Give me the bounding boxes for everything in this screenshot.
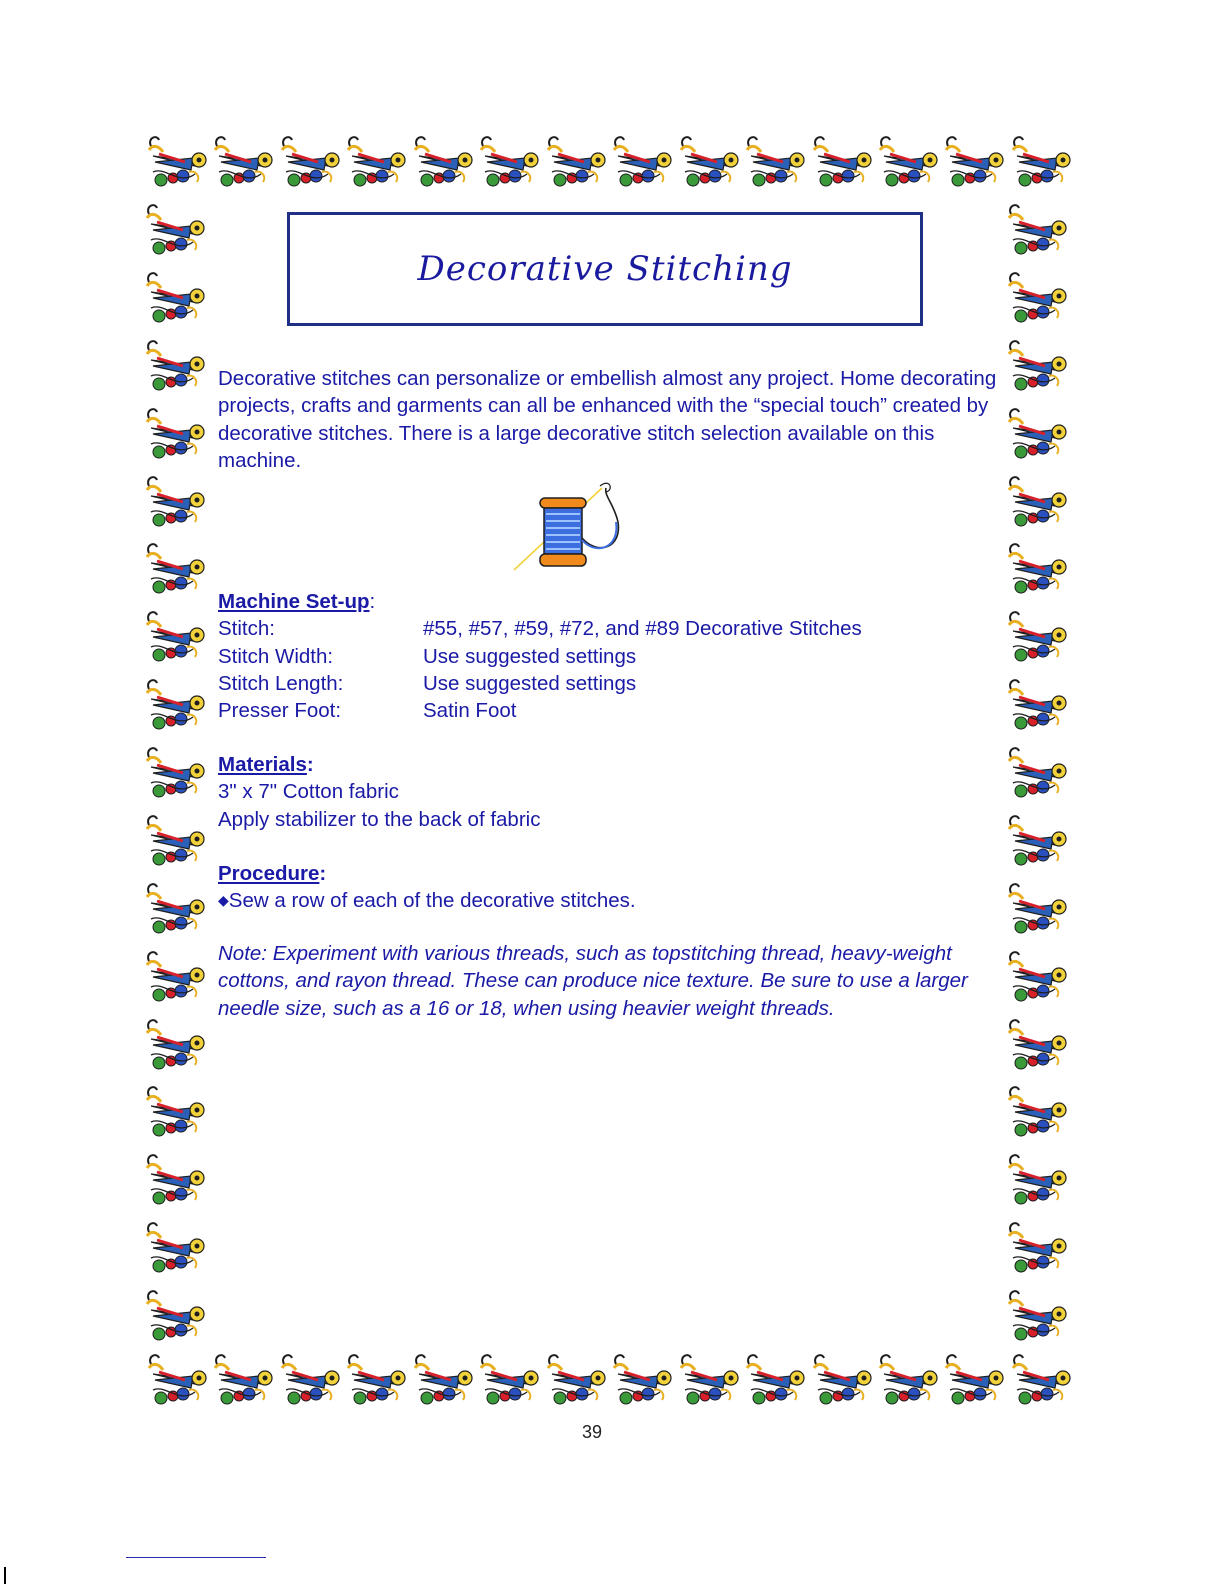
scissor-border-icon [1005,743,1071,807]
scissor-border-icon [743,1350,809,1414]
scissor-border-icon [143,1218,209,1282]
scissor-border-icon [477,1350,543,1414]
intro-text: Decorative stitches can personalize or embellish almost any project. Home decorating projects, crafts and garments can all be enhanced with the “special touch” created by decorative stitches. There is a large decorative stitch selection available on this machine. [218,367,997,472]
scissor-border-icon [143,200,209,264]
scissor-border-icon [1005,472,1071,536]
scissor-border-icon [344,132,410,196]
scissor-border-icon [143,336,209,400]
scissor-border-icon [1009,1350,1075,1414]
scissor-border-icon [143,539,209,603]
scissor-border-icon [544,1350,610,1414]
scissor-border-icon [477,132,543,196]
scissor-border-icon [544,132,610,196]
scissor-border-icon [143,404,209,468]
scissor-border-icon [143,268,209,332]
scissor-border-icon [876,132,942,196]
scissor-border-icon [677,132,743,196]
border-left [143,200,213,1350]
scissor-border-icon [143,743,209,807]
materials-item: Apply stabilizer to the back of fabric [218,807,541,831]
scissor-border-icon [344,1350,410,1414]
scissor-border-icon [143,1150,209,1214]
scissor-border-icon [677,1350,743,1414]
scissor-border-icon [942,1350,1008,1414]
procedure-step-text: Sew a row of each of the decorative stitches. [228,889,636,913]
scissor-border-icon [1005,607,1071,671]
setup-value: #55, #57, #59, #72, and #89 Decorative Stitches [423,617,862,641]
scissor-border-icon [143,1082,209,1146]
setup-label: Stitch Width: [218,644,334,668]
border-top [145,132,1075,200]
machine-setup-colon: : [369,590,376,613]
materials-heading: Materials [218,753,307,776]
title-box [287,212,923,326]
setup-label: Presser Foot: [218,699,342,723]
scan-edge-mark [4,1567,6,1584]
setup-row-stitch-width [218,643,998,670]
scissor-border-icon [1005,1015,1071,1079]
procedure-colon: : [319,862,327,885]
procedure-section [218,860,998,915]
scissor-border-icon [810,132,876,196]
materials-section [218,751,998,833]
setup-row-stitch [218,615,998,642]
page-number: 39 [581,1422,603,1442]
setup-row-presser-foot [218,697,998,724]
scissor-border-icon [1005,879,1071,943]
scissor-border-icon [1009,132,1075,196]
scissor-border-icon [876,1350,942,1414]
footer-rule [126,1557,266,1558]
scissor-border-icon [278,1350,344,1414]
scissor-border-icon [143,675,209,739]
scissor-border-icon [143,947,209,1011]
materials-item: 3" x 7" Cotton fabric [218,780,399,804]
scissor-border-icon [1005,1286,1071,1350]
setup-value: Use suggested settings [423,644,637,668]
scissor-border-icon [610,1350,676,1414]
scissor-border-icon [143,1286,209,1350]
machine-setup-heading: Machine Set-up [218,590,370,613]
scissor-border-icon [1005,1150,1071,1214]
scissor-border-icon [143,879,209,943]
scissor-border-icon [145,1350,211,1414]
scissor-border-icon [1005,947,1071,1011]
intro-paragraph [218,365,998,474]
setup-label: Stitch Length: [218,671,344,695]
scissor-border-icon [411,132,477,196]
setup-value: Use suggested settings [423,671,637,695]
scissor-border-icon [143,811,209,875]
scissor-border-icon [211,1350,277,1414]
note-section [218,940,1008,1022]
scissor-border-icon [278,132,344,196]
scissor-border-icon [143,607,209,671]
thread-spool-icon [510,478,630,576]
scissor-border-icon [1005,336,1071,400]
scissor-border-icon [211,132,277,196]
scissor-border-icon [145,132,211,196]
scissor-border-icon [1005,268,1071,332]
scissor-border-icon [1005,675,1071,739]
scissor-border-icon [1005,539,1071,603]
setup-value: Satin Foot [423,699,517,723]
procedure-step [218,887,998,914]
border-bottom [145,1350,1075,1418]
scissor-border-icon [810,1350,876,1414]
scissor-border-icon [1005,200,1071,264]
scissor-border-icon [942,132,1008,196]
procedure-heading: Procedure [218,862,320,885]
scissor-border-icon [1005,404,1071,468]
setup-row-stitch-length [218,670,998,697]
setup-label: Stitch: [218,617,275,641]
note-text: Note: Experiment with various threads, such as topstitching thread, heavy-weight cottons, and rayon thread. These can produce nice texture. Be sure to use a larger needle size, such as a 16 or 18, when using heavier weight threads. [218,942,968,1020]
scissor-border-icon [743,132,809,196]
border-right [1005,200,1075,1350]
scissor-border-icon [1005,1218,1071,1282]
machine-setup-section [218,588,998,724]
scissor-border-icon [143,1015,209,1079]
scissor-border-icon [411,1350,477,1414]
materials-colon: : [306,753,314,776]
page-title: Decorative Stitching [417,249,793,289]
scissor-border-icon [610,132,676,196]
diamond-bullet-icon: ◆ [218,892,229,909]
scissor-border-icon [1005,811,1071,875]
scissor-border-icon [143,472,209,536]
scissor-border-icon [1005,1082,1071,1146]
